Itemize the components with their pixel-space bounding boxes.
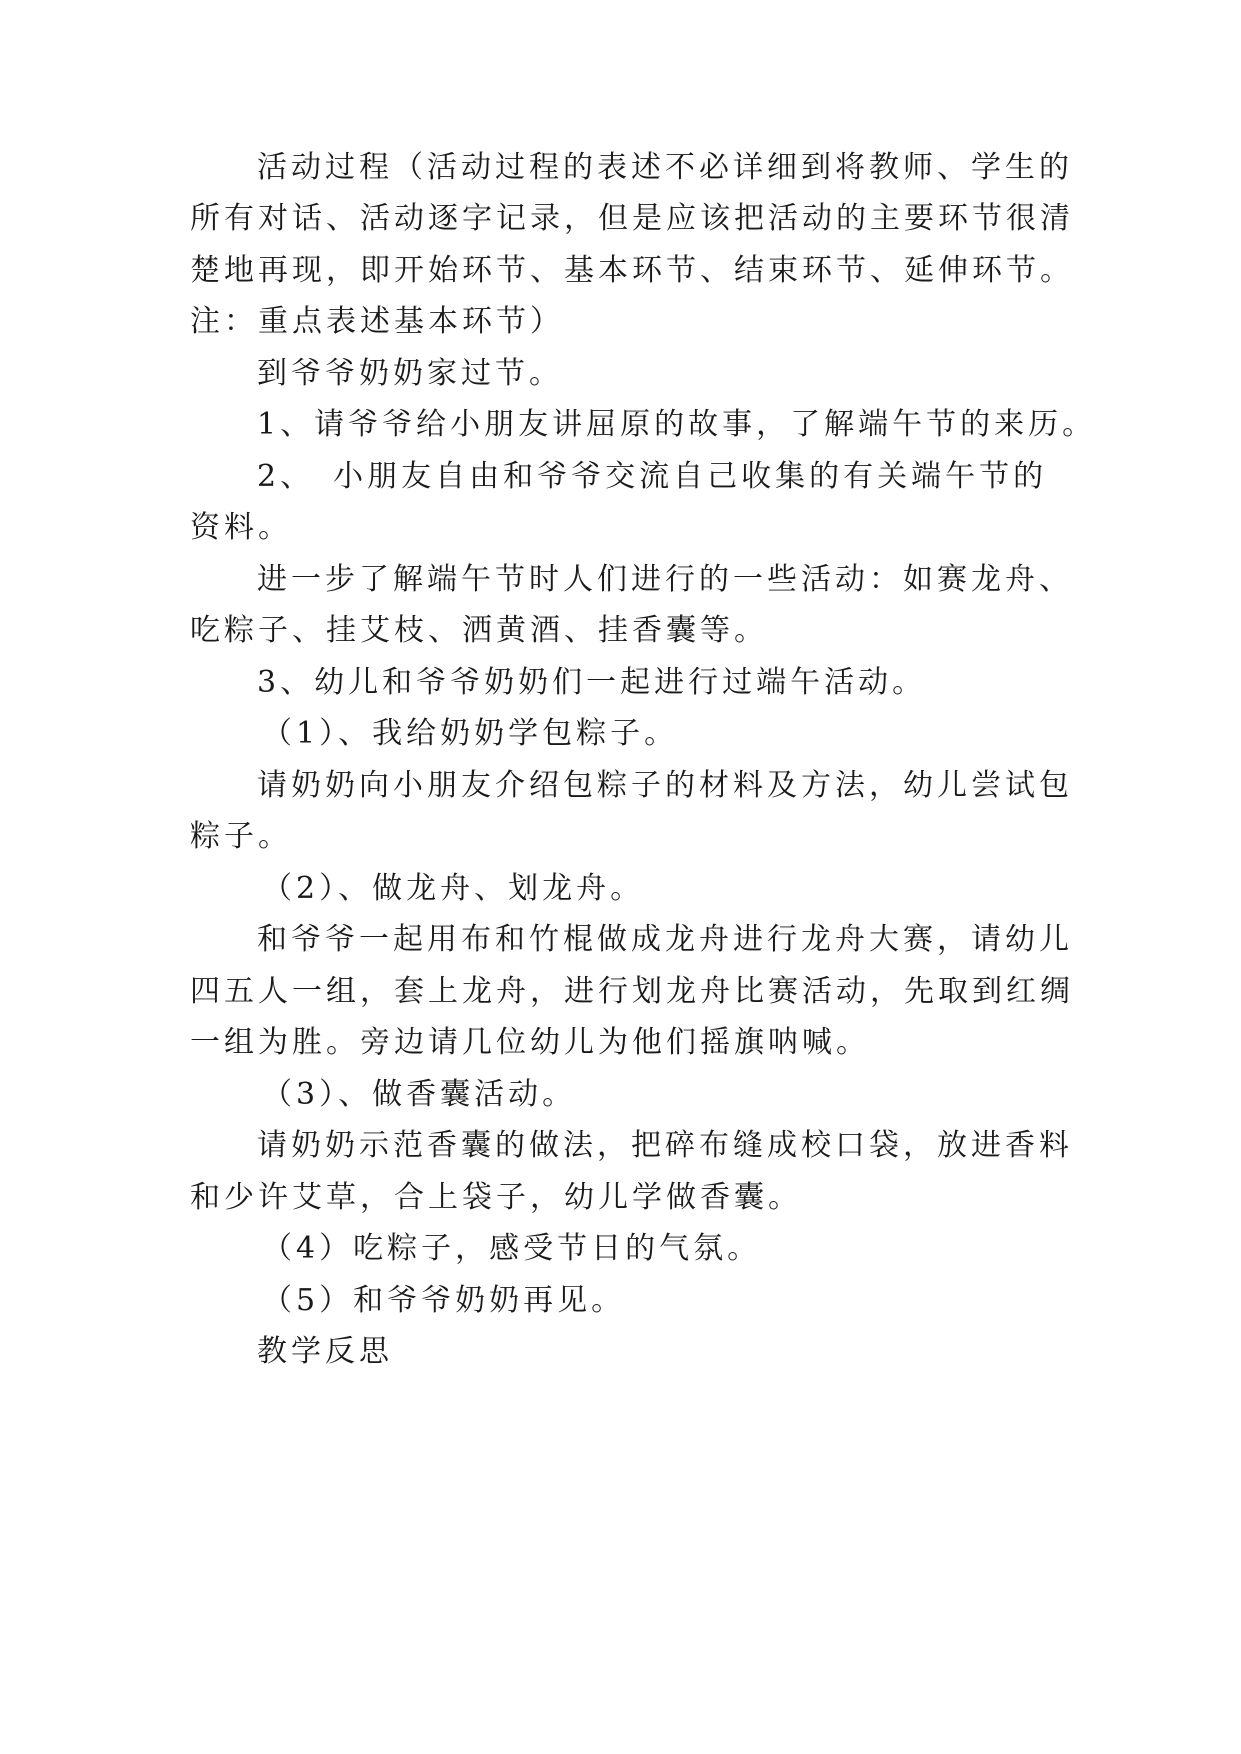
text-line: （4）吃粽子，感受节日的气氛。: [262, 1231, 762, 1266]
text-line: 注：重点表述基本环节）: [190, 304, 564, 339]
text-line: 和少许艾草，合上袋子，幼儿学做香囊。: [190, 1180, 802, 1215]
text-line: 请奶奶向小朋友介绍包粽子的材料及方法，幼儿尝试包: [257, 768, 1073, 803]
text-line: 所有对话、活动逐字记录，但是应该把活动的主要环节很清: [190, 201, 1074, 236]
text-line: 请奶奶示范香囊的做法，把碎布缝成校口袋，放进香料: [257, 1128, 1073, 1163]
text-line: 活动过程（活动过程的表述不必详细到将教师、学生的: [257, 150, 1073, 185]
text-line: 粽子。: [190, 819, 292, 854]
text-line: 楚地再现，即开始环节、基本环节、结束环节、延伸环节。: [190, 253, 1074, 288]
text-line: （3）、做香囊活动。: [262, 1077, 577, 1112]
text-line: 3、幼儿和爷爷奶奶们一起进行过端午活动。: [257, 665, 927, 700]
text-line: 教学反思: [257, 1334, 393, 1369]
text-line: 2、 小朋友自由和爷爷交流自己收集的有关端午节的: [257, 459, 1048, 494]
text-line: 一组为胜。旁边请几位幼儿为他们摇旗呐喊。: [190, 1025, 870, 1060]
text-line: 进一步了解端午节时人们进行的一些活动：如赛龙舟、: [257, 562, 1073, 597]
text-line: 四五人一组，套上龙舟，进行划龙舟比赛活动，先取到红绸: [190, 974, 1074, 1009]
text-line: 资料。: [190, 510, 292, 545]
text-line: 1、请爷爷给小朋友讲屈原的故事，了解端午节的来历。: [257, 407, 1097, 442]
text-line: （2）、做龙舟、划龙舟。: [262, 871, 645, 906]
text-line: （5）和爷爷奶奶再见。: [262, 1283, 626, 1318]
text-line: 到爷爷奶奶家过节。: [257, 356, 563, 391]
text-line: （1）、我给奶奶学包粽子。: [262, 716, 679, 751]
text-line: 吃粽子、挂艾枝、洒黄酒、挂香囊等。: [190, 613, 768, 648]
text-line: 和爷爷一起用布和竹棍做成龙舟进行龙舟大赛，请幼儿: [257, 922, 1073, 957]
